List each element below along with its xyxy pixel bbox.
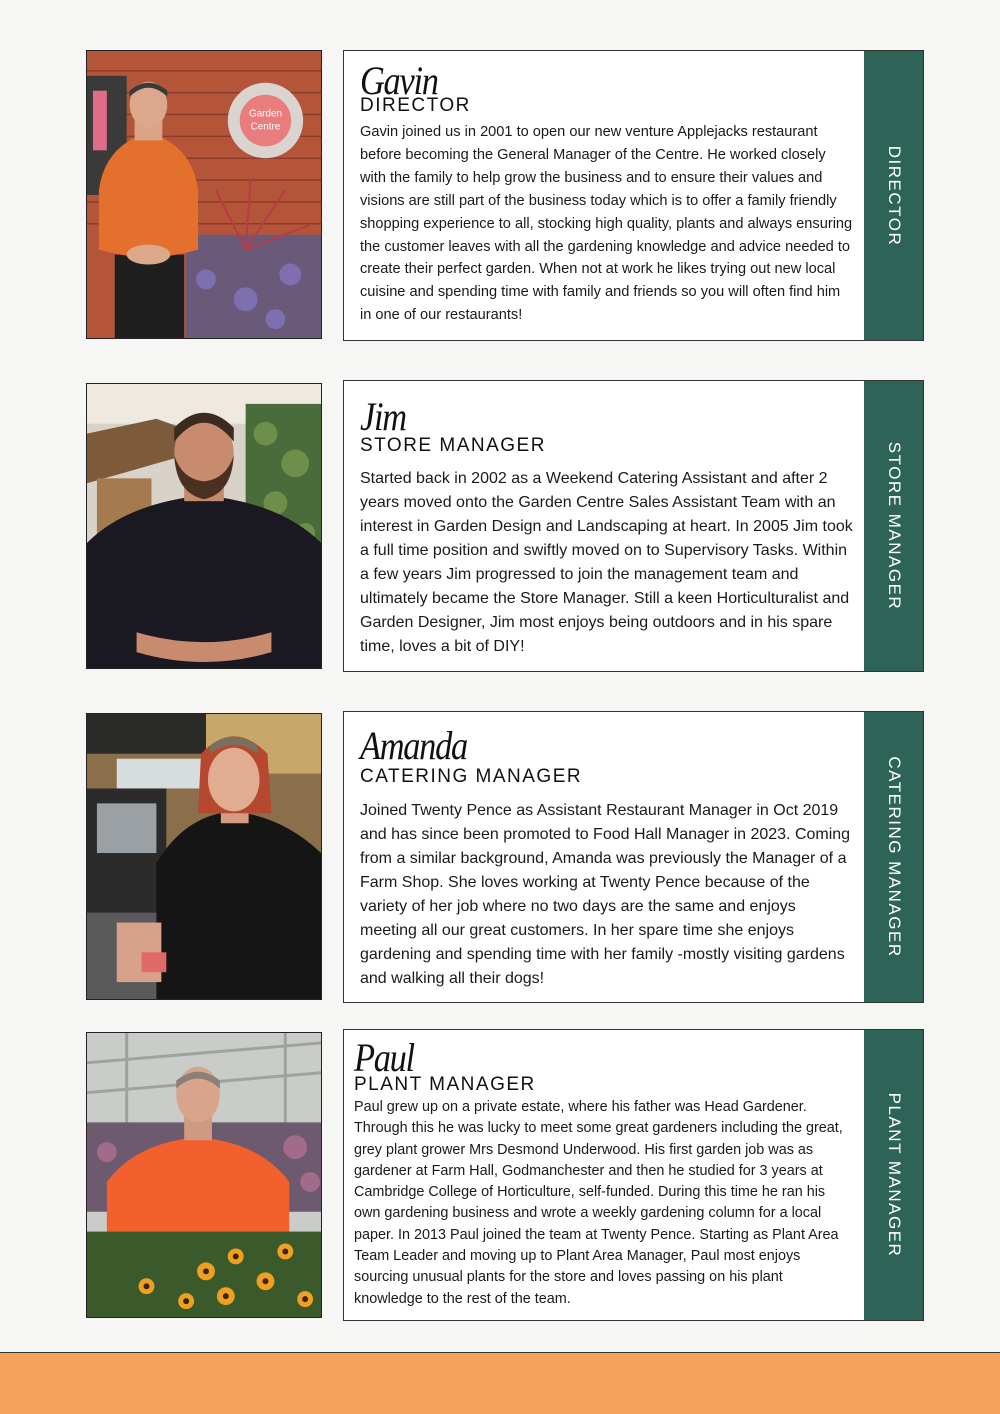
jim-bio-box [343, 380, 865, 672]
garden-centre-sign: Garden [248, 108, 282, 120]
paul-photo [86, 1032, 322, 1318]
svg-text:Centre: Centre [250, 121, 281, 133]
gavin-photo [86, 50, 322, 339]
member-role: DIRECTOR [360, 95, 471, 116]
gavin-side-label: DIRECTOR [864, 50, 924, 341]
member-name: Amanda [360, 723, 467, 768]
member-name: Gavin [360, 58, 438, 103]
amanda-bio-box [343, 711, 865, 1003]
jim-photo [86, 383, 322, 669]
paul-bio-box [343, 1029, 865, 1321]
footer-bar [0, 1352, 1000, 1414]
amanda-side-label: CATERING MANAGER [864, 711, 924, 1003]
member-name: Jim [360, 394, 406, 439]
team-card-gavin [0, 0, 1000, 345]
member-bio: Started back in 2002 as a Weekend Catering Assistant and after 2 years moved onto the Garden Centre Sales Assistant Team with an interest in Garden Design and Landscaping at heart. In 2005 Jim took a full time position and swiftly moved on to Supervisory Tasks. Within a few years Jim progressed to join the management team and ultimately became the Store Manager. Still a keen Horticulturalist and Garden Designer, Jim most enjoys being outdoors and in his spare time, loves a bit of DIY! [360, 470, 853, 655]
member-name: Paul [354, 1035, 414, 1080]
member-bio: Paul grew up on a private estate, where his father was Head Gardener. Through this he was lucky to meet some great gardeners including the great, grey plant grower Mrs Desmond Underwood. His first garden job was as gardener at Farm Hall, Godmanchester and then he studied for 3 years at Cambridge College of Horticulture, self-funded. During this time he ran his own gardening business and wrote a weekly gardening column for a local paper. In 2013 Paul joined the team at Twenty Pence. Starting as Plant Area Team Leader and moving up to Plant Area Manager, Paul most enjoys sourcing unusual plants for the store and loves passing on his plant knowledge to the rest of the team. [354, 1099, 843, 1307]
member-role: CATERING MANAGER [360, 766, 583, 787]
member-bio: Joined Twenty Pence as Assistant Restaurant Manager in Oct 2019 and has since been promoted to Food Hall Manager in 2023. Coming from a similar background, Amanda was previously the Manager of a Farm Shop. She loves working at Twenty Pence because of the variety of her job where no two days are the same and enjoys meeting all our great customers. In her spare time she enjoys gardening and spending time with her family -mostly visiting gardens and walking all their dogs! [360, 802, 851, 987]
jim-side-label: STORE MANAGER [864, 380, 924, 672]
paul-side-label: PLANT MANAGER [864, 1029, 924, 1321]
amanda-photo [86, 713, 322, 1000]
member-bio: Gavin joined us in 2001 to open our new venture Applejacks restaurant before becoming the General Manager of the Centre. He worked closely with the family to help grow the business and to ensure their values and visions are still part of the business today which is to offer a family friendly shopping experience to all, stocking high quality, plants and always ensuring the customer leaves with all the gardening knowledge and advice needed to create their perfect garden. When not at work he likes trying out new local cuisine and spending time with family and friends so you will often find him in one of our restaurants! [360, 124, 853, 324]
gavin-bio-box [343, 50, 865, 341]
member-role: PLANT MANAGER [354, 1074, 536, 1095]
member-role: STORE MANAGER [360, 435, 546, 456]
